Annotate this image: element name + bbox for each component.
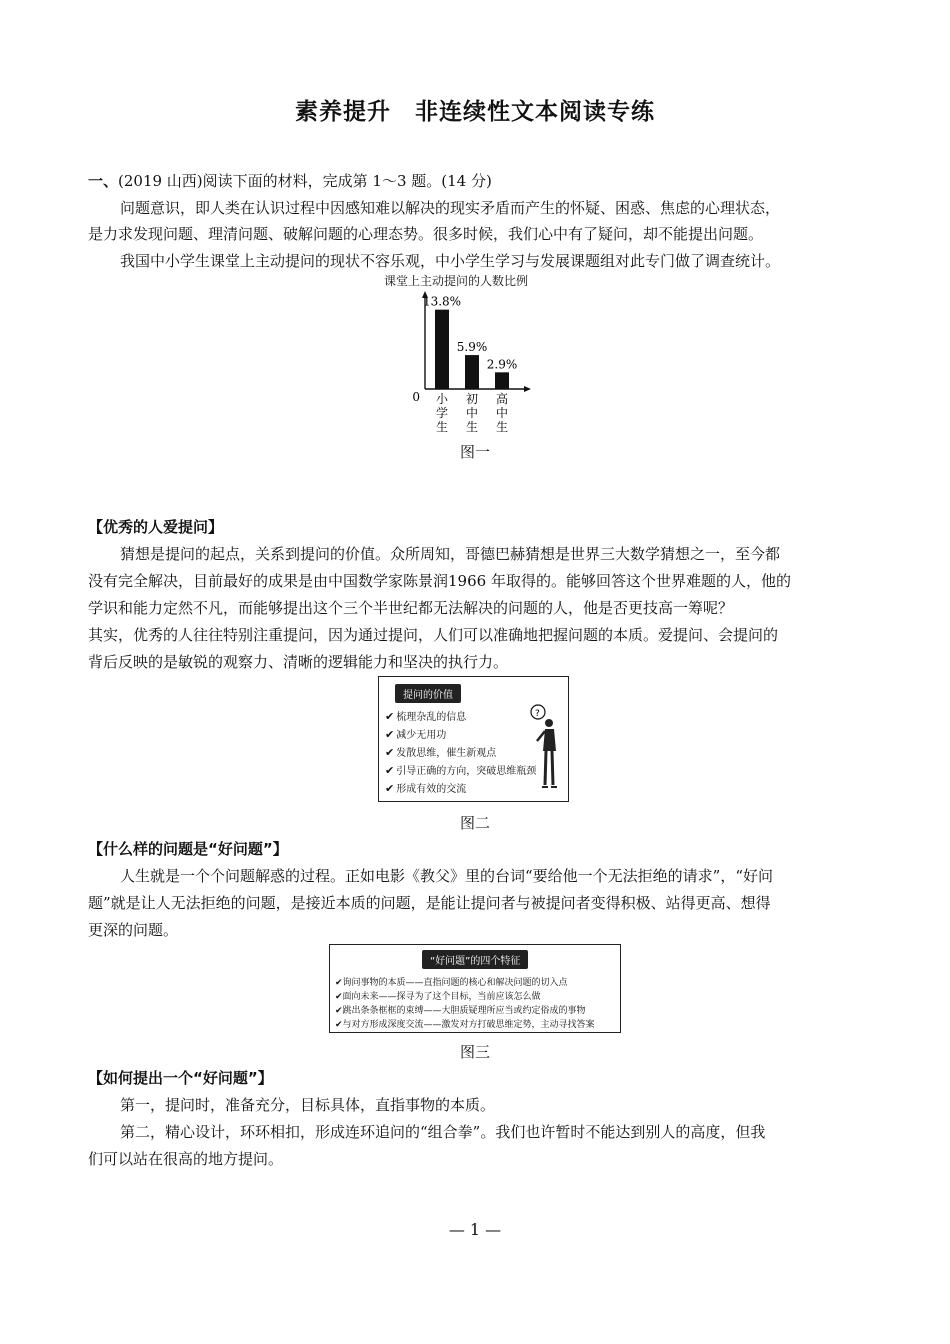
section-heading: 【什么样的问题是“好问题”】 [88,840,288,858]
check-icon: ✔ [335,992,343,1002]
value-item: ✔ 形成有效的交流 [385,782,467,795]
figure-caption-3: 图三 [459,1043,490,1061]
paragraph-line: 是力求发现问题、理清问题、破解问题的心理态势。很多时候，我们心中有了疑问，却不能提出问题。 [88,225,764,243]
bar-chart [410,288,540,438]
paragraph-line: 们可以站在很高的地方提问。 [88,1150,284,1168]
paragraph-line: 问题意识，即人类在认识过程中因感知难以解决的现实矛盾而产生的怀疑、困惑、焦虑的心理状态， [120,199,781,217]
paragraph-line: 我国中小学生课堂上主动提问的现状不容乐观，中小学生学习与发展课题组对此专门做了调查统计。 [120,252,781,270]
check-icon: ✔ [335,978,343,988]
value-item: ✔ 引导正确的方向，突破思维瓶颈 [385,764,537,777]
category-label: 初 [465,392,479,406]
figure-2-title: 提问的价值 [395,684,461,703]
value-item: ✔ 发散思维，催生新观点 [385,746,497,759]
category-label: 中 [465,406,479,420]
check-icon: ✔ [335,1020,343,1030]
figure-caption-2: 图二 [459,814,490,832]
category-label: 高 [495,392,509,406]
category-label: 中 [495,406,509,420]
question-number: 一、 [88,172,119,190]
check-icon: ✔ [385,746,395,759]
question-intro: (2019 山西)阅读下面的材料，完成第 1～3 题。(14 分) [118,172,492,190]
category-label: 生 [465,420,479,434]
bar [465,355,479,389]
page-title: 素养提升 非连续性文本阅读专练 [295,99,655,125]
question-heading [88,171,492,191]
category-label: 生 [435,420,449,434]
figure-3-box [329,944,621,1033]
paragraph-line: 猜想是提问的起点，关系到提问的价值。众所周知，哥德巴赫猜想是世界三大数学猜想之一，至今都 [120,545,781,563]
check-icon: ✔ [385,782,395,795]
bar [435,310,449,389]
paragraph-line: 其实，优秀的人往往特别注重提问，因为通过提问，人们可以准确地把握问题的本质。爱提问、会提问的 [88,626,779,644]
data-label: 5.9% [456,340,488,355]
x-axis-arrow [524,386,531,392]
paragraph-line: 题”就是让人无法拒绝的问题，是接近本质的问题，是能让提问者与被提问者变得积极、站得更高、想得 [88,894,771,912]
category-label: 生 [495,420,509,434]
category-label: 小 [435,392,449,406]
figure-3-title: “好问题”的四个特征 [422,950,528,969]
check-icon: ✔ [385,728,395,741]
feature-item: ✔跳出条条框框的束缚——大胆质疑理所应当或约定俗成的事物 [335,1006,586,1016]
bar [495,372,509,389]
page-number: — 1 — [448,1220,502,1239]
paragraph-line: 没有完全解决，目前最好的成果是由中国数学家陈景润1966 年取得的。能够回答这个世界难题的人，他的 [88,572,791,590]
feature-item: ✔面向未来——探寻为了这个目标，当前应该怎么做 [335,992,541,1002]
check-icon: ✔ [385,764,395,777]
figure-caption-1: 图一 [459,443,490,461]
data-label: 13.8% [422,294,462,309]
paragraph-line: 第二，精心设计，环环相扣，形成连环追问的“组合拳”。我们也许暂时不能达到别人的高度，但我 [120,1123,766,1141]
category-label: 学 [435,406,449,420]
thinking-person-illustration [525,703,565,797]
paragraph-line: 背后反映的是敏锐的观察力、清晰的逻辑能力和坚决的执行力。 [88,653,509,671]
check-icon: ✔ [335,1006,343,1016]
chart-title: 课堂上主动提问的人数比例 [384,274,529,288]
svg-text:?: ? [535,709,540,719]
figure-2-box [378,676,569,802]
feature-item: ✔与对方形成深度交流——激发对方打破思维定势，主动寻找答案 [335,1020,595,1030]
paragraph-line: 第一，提问时，准备充分，目标具体，直指事物的本质。 [120,1096,496,1114]
feature-item: ✔询问事物的本质——直指问题的核心和解决问题的切入点 [335,978,568,988]
section-heading: 【优秀的人爱提问】 [88,518,224,536]
paragraph-line: 学识和能力定然不凡，而能够提出这个三个半世纪都无法解决的问题的人，他是否更技高一筹呢？ [88,599,734,617]
origin-label: 0 [412,390,420,404]
check-icon: ✔ [385,710,395,723]
section-heading: 【如何提出一个“好问题”】 [88,1069,273,1087]
value-item: ✔ 梳理杂乱的信息 [385,710,467,723]
data-label: 2.9% [486,357,518,372]
value-item: ✔ 减少无用功 [385,728,447,741]
paragraph-line: 人生就是一个个问题解惑的过程。正如电影《教父》里的台词“要给他一个无法拒绝的请求”，“好问 [120,867,774,885]
paragraph-line: 更深的问题。 [88,921,179,939]
